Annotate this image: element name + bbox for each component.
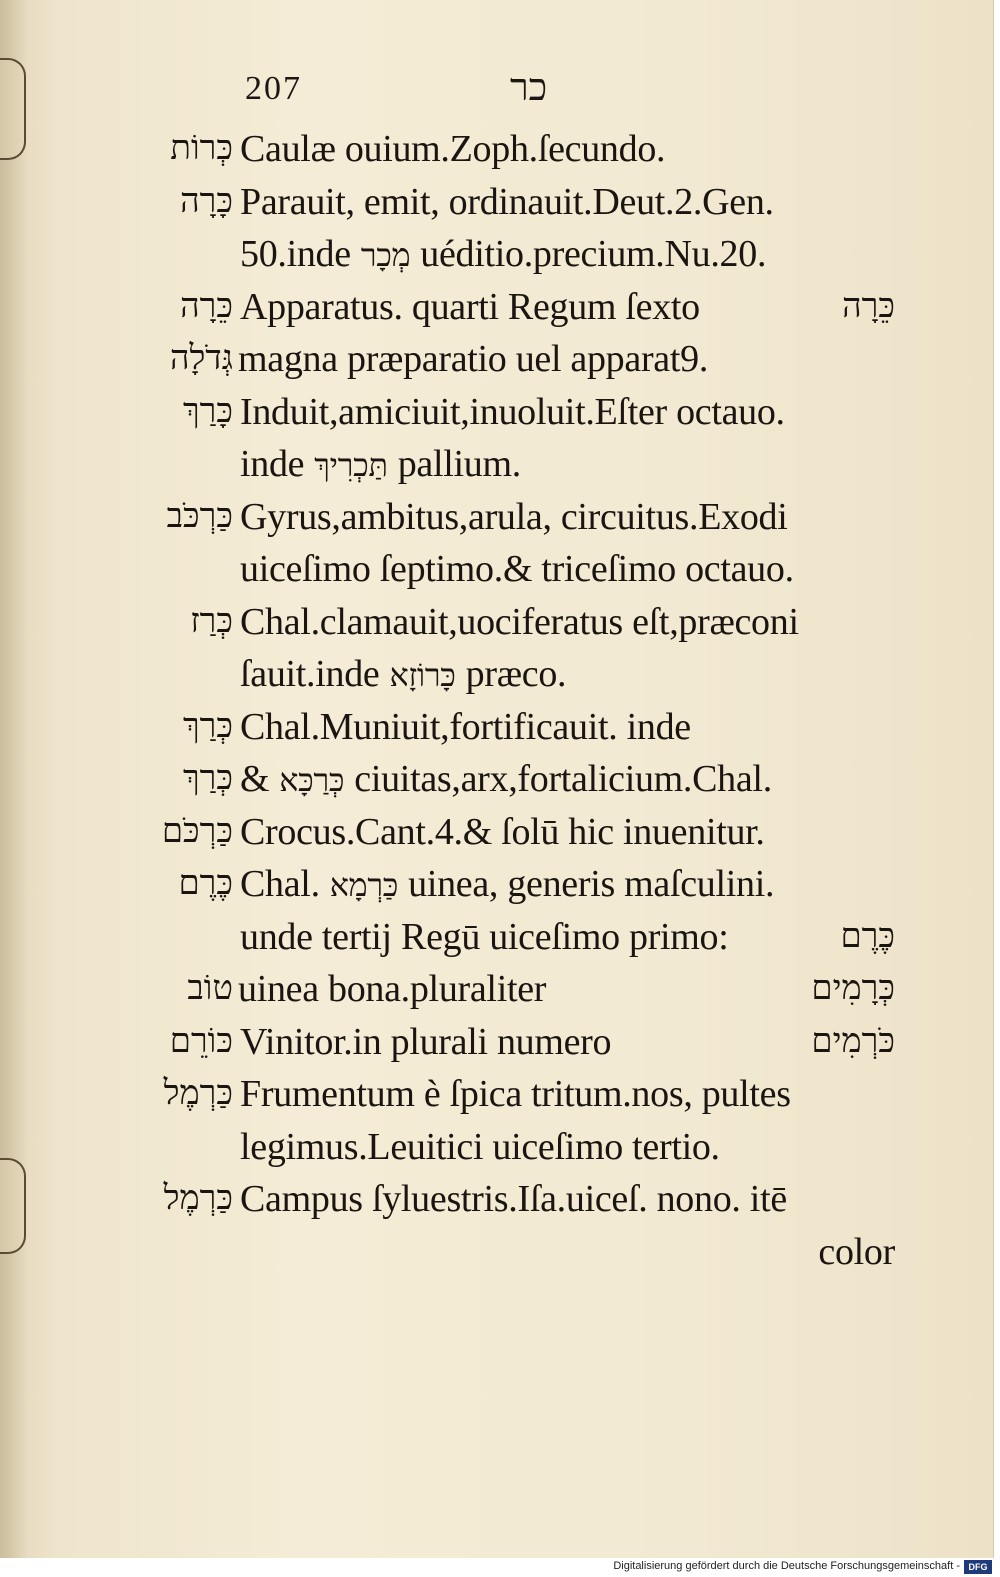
hebrew-headword: כַּרְמֶל: [163, 1180, 233, 1217]
latin-definition: uinea bona.pluraliter: [238, 968, 547, 1010]
inline-hebrew-word: כָּרוֹזָא: [389, 657, 456, 693]
entry-line: [0, 963, 993, 1016]
entry-line: [0, 281, 993, 334]
latin-definition: Vinitor.in plurali numero: [240, 1020, 612, 1063]
footer: [0, 1558, 1000, 1577]
latin-definition: magna præparatio uel apparat9.: [238, 338, 709, 380]
entry-line: [0, 543, 993, 596]
entry-line: [0, 701, 993, 754]
latin-definition: legimus.Leuitici uiceſimo tertio.: [240, 1125, 720, 1168]
latin-definition: color: [818, 1230, 895, 1273]
latin-text: uinea, generis maſculini.: [408, 863, 775, 905]
latin-text: pallium.: [397, 443, 521, 485]
latin-definition: [240, 753, 772, 806]
latin-text: ciuitas,arx,fortalicium.Chal.: [354, 758, 772, 800]
trailing-hebrew-word: כֶּרֶם: [840, 917, 895, 955]
hebrew-headword: כְּרַךְ: [182, 760, 233, 797]
trailing-hebrew-word: כֹּרְמִים: [811, 1022, 895, 1060]
hebrew-headword: כֶּרֶם: [178, 865, 233, 902]
latin-text: Chal.: [240, 863, 320, 905]
entry-line: [0, 228, 993, 281]
latin-text: uéditio.precium.Nu.20.: [420, 233, 767, 275]
entry-line: [0, 1068, 993, 1121]
page-number: 207: [245, 70, 302, 107]
page-header: [0, 67, 993, 120]
inline-hebrew-word: תַּכְרִיךְ: [314, 447, 388, 483]
hebrew-headword: כֵּרָה: [180, 287, 233, 325]
hebrew-headword: כָּרַךְ: [182, 392, 233, 430]
hebrew-headword: כְּרַךְ: [182, 707, 233, 745]
latin-definition: Chal.clamauit,uociferatus eſt,præconi: [240, 600, 799, 643]
hebrew-headword: כְּרַז: [190, 602, 233, 640]
entry-line: [0, 911, 993, 964]
hebrew-headword: טוֹב: [187, 970, 233, 1007]
latin-definition: [240, 228, 766, 281]
hebrew-headword: כַּרְכֹּב: [166, 497, 233, 535]
latin-text: 50.inde: [240, 233, 351, 275]
dfg-logo: DFG: [964, 1560, 992, 1574]
entry-line: [0, 806, 993, 859]
trailing-hebrew-word: כֵּרָה: [842, 287, 895, 325]
entry-line: [0, 1173, 993, 1226]
inline-hebrew-word: מְכָר: [360, 237, 411, 273]
hebrew-headword: כְּרוֹת: [170, 130, 233, 167]
entry-line: [0, 438, 993, 491]
inline-hebrew-word: כְּרַכָּא: [279, 762, 345, 798]
entry-line: [0, 1226, 993, 1279]
latin-definition: Parauit, emit, ordinauit.Deut.2.Gen.: [240, 180, 774, 223]
entry-line: [0, 753, 993, 806]
latin-definition: Frumentum è ſpica tritum.nos, pultes: [240, 1073, 791, 1115]
entry-line: [0, 1016, 993, 1069]
latin-text: inde: [240, 443, 305, 485]
entry-line: [0, 1121, 993, 1174]
latin-text: &: [240, 758, 270, 800]
inline-hebrew-word: כַּרְמָא: [329, 867, 399, 903]
latin-text: ſauit.inde: [240, 653, 380, 695]
latin-definition: [240, 648, 566, 701]
entry-line: [0, 333, 993, 386]
entry-line: [0, 386, 993, 439]
entry-line: [0, 858, 993, 911]
hebrew-headword: כּוֹרֵם: [169, 1022, 233, 1060]
footer-credit: Digitalisierung gefördert durch die Deutsche Forschungsgemeinschaft -: [613, 1560, 960, 1572]
latin-definition: Induit,amiciuit,inuoluit.Eſter octauo.: [240, 390, 785, 433]
latin-definition: Caulæ ouium.Zoph.ſecundo.: [240, 128, 666, 170]
latin-definition: [240, 858, 774, 911]
latin-definition: Chal.Muniuit,fortificauit. inde: [240, 705, 691, 748]
latin-definition: Gyrus,ambitus,arula, circuitus.Exodi: [240, 495, 788, 538]
latin-definition: Apparatus. quarti Regum ſexto: [240, 285, 700, 328]
trailing-hebrew-word: כְּרָמִים: [811, 970, 895, 1007]
hebrew-headword: כַּרְמֶל: [163, 1075, 233, 1112]
latin-definition: unde tertij Regū uiceſimo primo:: [240, 915, 729, 958]
latin-definition: Crocus.Cant.4.& ſolū hic inuenitur.: [240, 810, 765, 853]
latin-definition: [240, 438, 521, 491]
latin-definition: uiceſimo ſeptimo.& triceſimo octauo.: [240, 548, 794, 590]
running-head: כר: [510, 67, 548, 109]
hebrew-headword: גְּדֹלָה: [169, 340, 233, 377]
entry-line: [0, 123, 993, 176]
latin-definition: Campus ſyluestris.Iſa.uiceſ. nono. itē: [240, 1178, 787, 1220]
entry-line: [0, 596, 993, 649]
entry-line: [0, 176, 993, 229]
entry-line: [0, 491, 993, 544]
hebrew-headword: כַּרְכֹּם: [161, 812, 233, 850]
latin-text: præco.: [465, 653, 567, 695]
dictionary-entries: [0, 123, 993, 1278]
hebrew-headword: כָּרָה: [180, 182, 233, 220]
entry-line: [0, 648, 993, 701]
